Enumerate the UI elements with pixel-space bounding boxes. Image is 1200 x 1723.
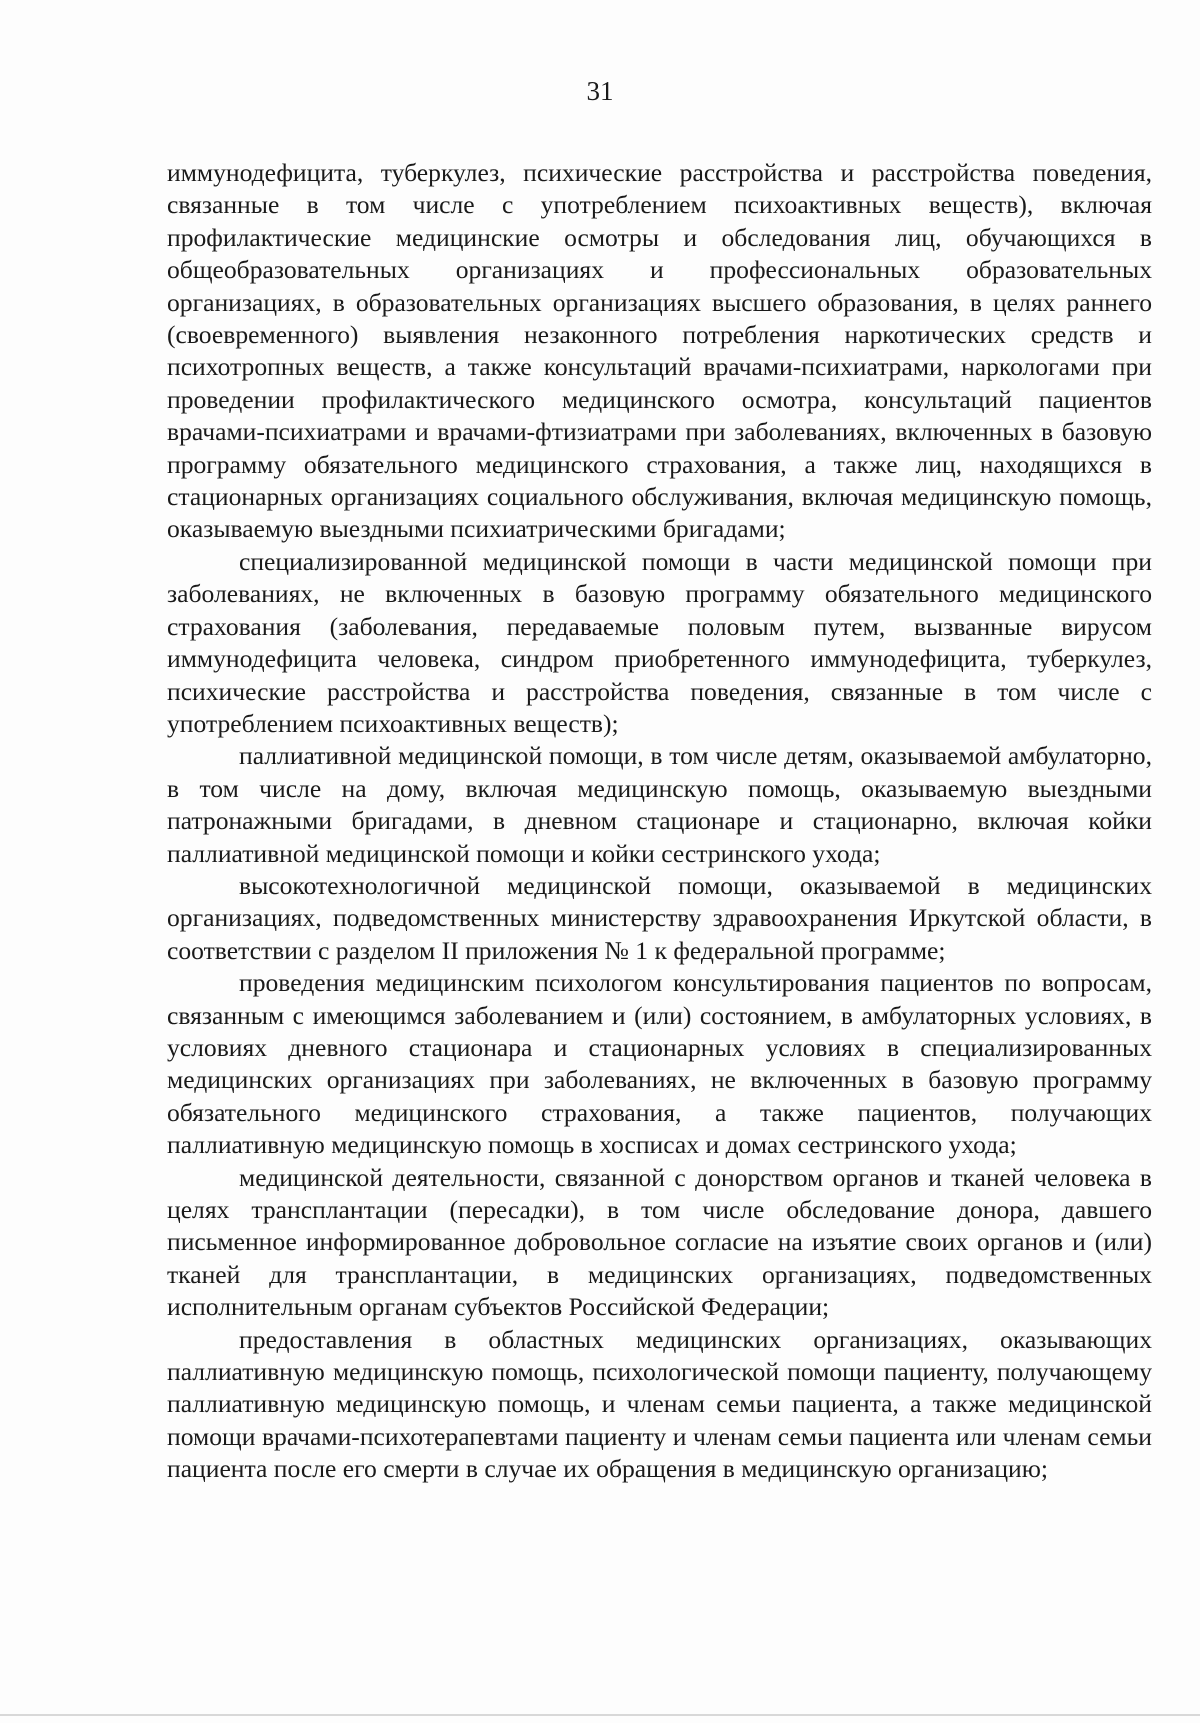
scan-bottom-edge xyxy=(0,1714,1200,1716)
paragraph-palliative-care: паллиативной медицинской помощи, в том числе детям, оказываемой амбулаторно, в том числе на дому, включая медицинскую помощь, оказываемую выездными патронажными бригадами, в дневном стационаре и стационарно, включая койки паллиативной медицинской помощи и койки сестринского ухода; xyxy=(167,741,1152,868)
document-body xyxy=(167,157,1152,1486)
paragraph-psychological-help: предоставления в областных медицинских организациях, оказывающих паллиативную медицинскую помощь, психологической помощи пациенту, получающему паллиативную медицинскую помощь, и членам семьи пациента, а также медицинской помощи врачами-психотерапевтами пациенту и членам семьи пациента или членам семьи пациента после его смерти в случае их обращения в медицинскую организацию; xyxy=(167,1324,1152,1484)
page-number: 31 xyxy=(586,76,614,106)
paragraph-specialized-care: специализированной медицинской помощи в части медицинской помощи при заболеваниях, не включенных в базовую программу обязательного медицинского страхования (заболевания, передаваемые половым путем, вызванные вирусом иммунодефицита человека, синдром приобретенного иммунодефицита, туберкулез, психические расстройства и расстройства поведения, связанные в том числе с употреблением психоактивных веществ); xyxy=(167,546,1152,738)
paragraph-psychologist-consulting: проведения медицинским психологом консультирования пациентов по вопросам, связанным с имеющимся заболеванием и (или) состоянием, в амбулаторных условиях, в условиях дневного стационара и стационарных условиях в специализированных медицинских организациях при заболеваниях, не включенных в базовую программу обязательного медицинского страхования, а также пациентов, получающих паллиативную медицинскую помощь в хосписах и домах сестринского ухода; xyxy=(167,968,1152,1160)
paragraph-continuation: иммунодефицита, туберкулез, психические расстройства и расстройства поведения, связанные в том числе с употреблением психоактивных веществ), включая профилактические медицинские осмотры и обследования лиц, обучающихся в общеобразовательных организациях и профессиональных образовательных организациях, в образовательных организациях высшего образования, в целях раннего (своевременного) выявления незаконного потребления наркотических средств и психотропных веществ, а также консультаций врачами-психиатрами, наркологами при проведении профилактического медицинского осмотра, консультаций пациентов врачами-психиатрами и врачами-фтизиатрами при заболеваниях, включенных в базовую программу обязательного медицинского страхования, а также лиц, находящихся в стационарных организациях социального обслуживания, включая медицинскую помощь, оказываемую выездными психиатрическими бригадами; xyxy=(167,158,1152,544)
paragraph-organ-donation: медицинской деятельности, связанной с донорством органов и тканей человека в целях трансплантации (пересадки), в том числе обследование донора, давшего письменное информированное добровольное согласие на изъятие своих органов и (или) тканей для трансплантации, в медицинских организациях, подведомственных исполнительным органам субъектов Российской Федерации; xyxy=(167,1162,1152,1322)
paragraph-high-tech-care: высокотехнологичной медицинской помощи, оказываемой в медицинских организациях, подведомственных министерству здравоохранения Иркутской области, в соответствии с разделом II приложения № 1 к федеральной программе; xyxy=(167,870,1152,965)
